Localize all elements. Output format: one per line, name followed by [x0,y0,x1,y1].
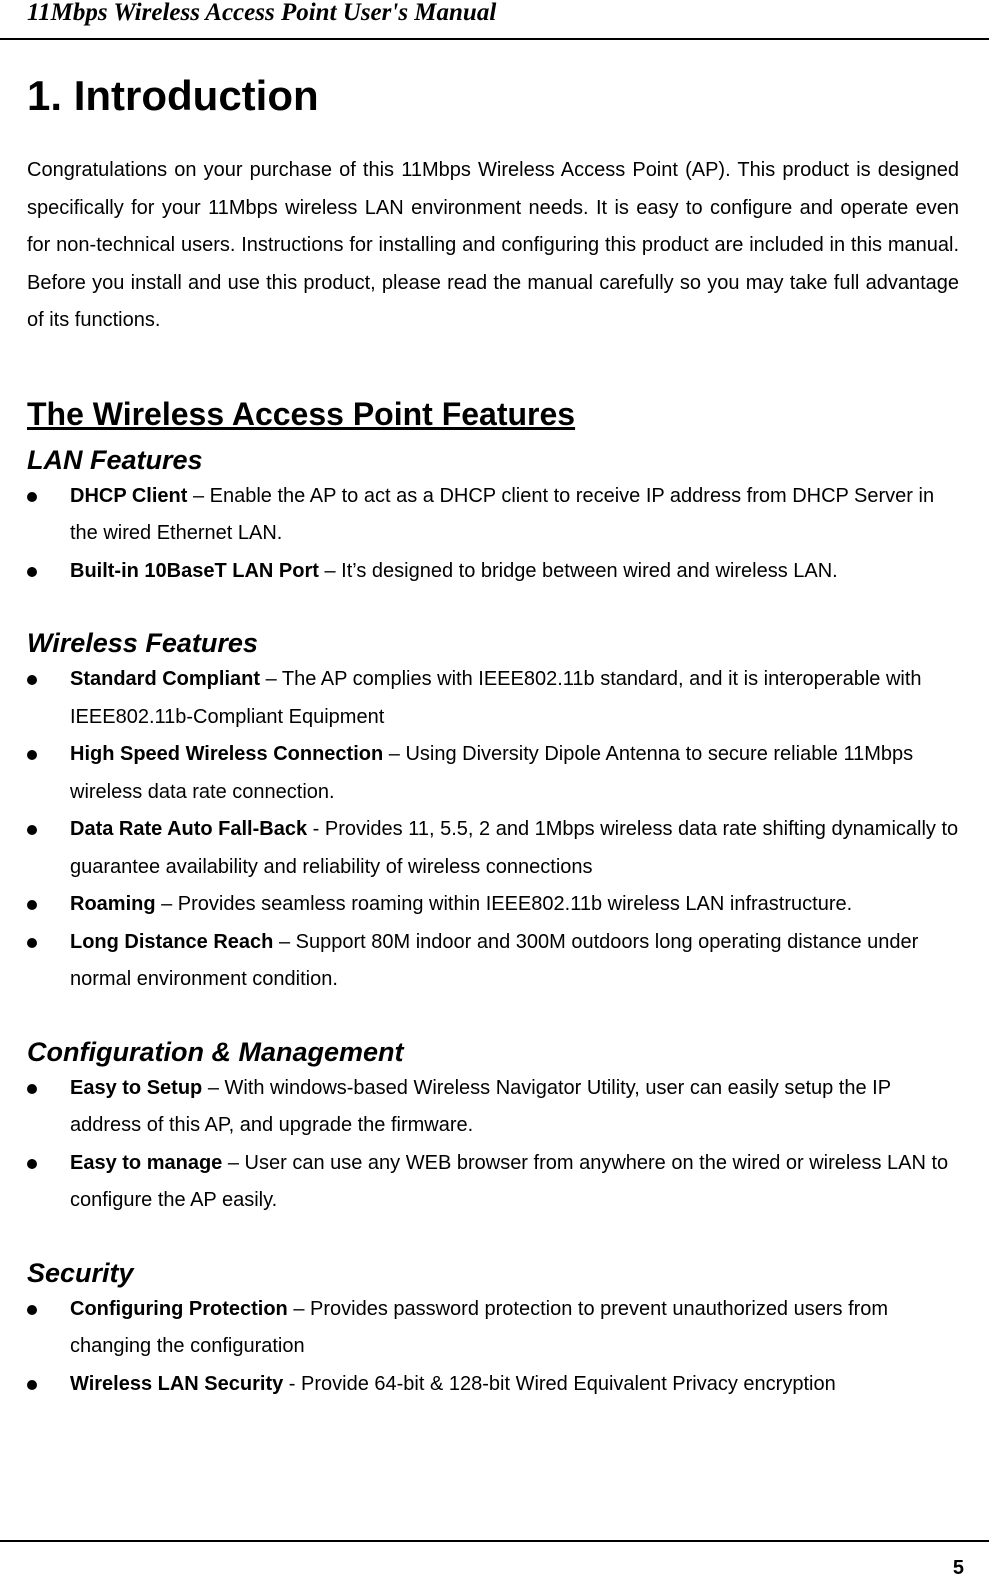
feature-term: DHCP Client [70,484,188,507]
list-item [27,1366,959,1404]
security-features-list [27,1291,959,1404]
config-features-list [27,1070,959,1220]
wireless-features-heading: Wireless Features [27,628,258,658]
feature-desc: – Using Diversity Dipole Antenna to secure reliable 11Mbps wireless data rate connection. [70,743,914,803]
bullet-icon [27,567,37,577]
wireless-features-list [27,661,959,999]
lan-features-heading: LAN Features [27,444,203,475]
list-item [27,478,959,553]
header-rule [0,38,989,40]
bullet-icon [27,492,37,502]
feature-desc: – User can use any WEB browser from anywhere on the wired or wireless LAN to configure the AP easily. [70,1151,949,1211]
intro-paragraph: Congratulations on your purchase of this 11Mbps Wireless Access Point (AP). This product is designed specifically for your 11Mbps wireless LAN environment needs. It is easy to configure and operate even for non-technical users. Instructions for installing and configuring this product are included in this manual. Before you install and use this product, please read the manual carefully so you may take full advantage of its functions. [27,159,959,331]
bullet-icon [27,938,37,948]
list-item [27,1291,959,1366]
bullet-icon [27,1084,37,1094]
feature-term: Easy to Setup [70,1076,203,1099]
list-item [27,736,959,811]
footer-rule [0,1540,989,1542]
feature-desc: – The AP complies with IEEE802.11b standard, and it is interoperable with IEEE802.11b-Compliant Equipment [70,668,922,728]
list-item [27,924,959,999]
list-item [27,811,959,886]
list-item [27,661,959,736]
feature-desc: – With windows-based Wireless Navigator Utility, user can easily setup the IP address of this AP, and upgrade the firmware. [70,1076,891,1136]
feature-term: Long Distance Reach [70,930,274,953]
bullet-icon [27,750,37,760]
feature-term: High Speed Wireless Connection [70,743,384,765]
list-item [27,886,959,924]
feature-term: Roaming [70,893,156,915]
feature-desc: - Provides 11, 5.5, 2 and 1Mbps wireless data rate shifting dynamically to guarantee availability and reliability of wireless connections [70,818,959,878]
bullet-icon [27,675,37,685]
feature-desc: – Provides password protection to prevent unauthorized users from changing the configuration [70,1297,889,1357]
feature-term: Standard Compliant [70,668,261,690]
feature-desc: – It’s designed to bridge between wired and wireless LAN. [318,559,838,582]
features-title: The Wireless Access Point Features [27,395,576,432]
feature-desc: – Enable the AP to act as a DHCP client to receive IP address from DHCP Server in the wired Ethernet LAN. [70,484,935,544]
bullet-icon [27,1159,37,1169]
feature-term: Wireless LAN Security [70,1372,284,1395]
feature-desc: - Provide 64-bit & 128-bit Wired Equivalent Privacy encryption [283,1372,836,1395]
page-content [27,70,959,1403]
feature-term: Easy to manage [70,1151,223,1174]
feature-desc: – Provides seamless roaming within IEEE802.11b wireless LAN infrastructure. [155,893,853,915]
bullet-icon [27,900,37,910]
feature-desc: – Support 80M indoor and 300M outdoors long operating distance under normal environment condition. [70,930,919,990]
bullet-icon [27,1305,37,1315]
feature-term: Configuring Protection [70,1297,288,1320]
security-heading: Security [27,1257,134,1288]
feature-term: Data Rate Auto Fall-Back [70,818,308,840]
config-management-heading: Configuration & Management [27,1036,404,1067]
page-number: 5 [952,1557,964,1579]
bullet-icon [27,1380,37,1390]
lan-features-list [27,478,959,591]
feature-term: Built-in 10BaseT LAN Port [70,559,319,582]
bullet-icon [27,825,37,835]
list-item [27,1070,959,1145]
running-header: 11Mbps Wireless Access Point User's Manual [27,0,497,26]
list-item [27,553,959,591]
list-item [27,1145,959,1220]
chapter-title: 1. Introduction [27,72,319,119]
